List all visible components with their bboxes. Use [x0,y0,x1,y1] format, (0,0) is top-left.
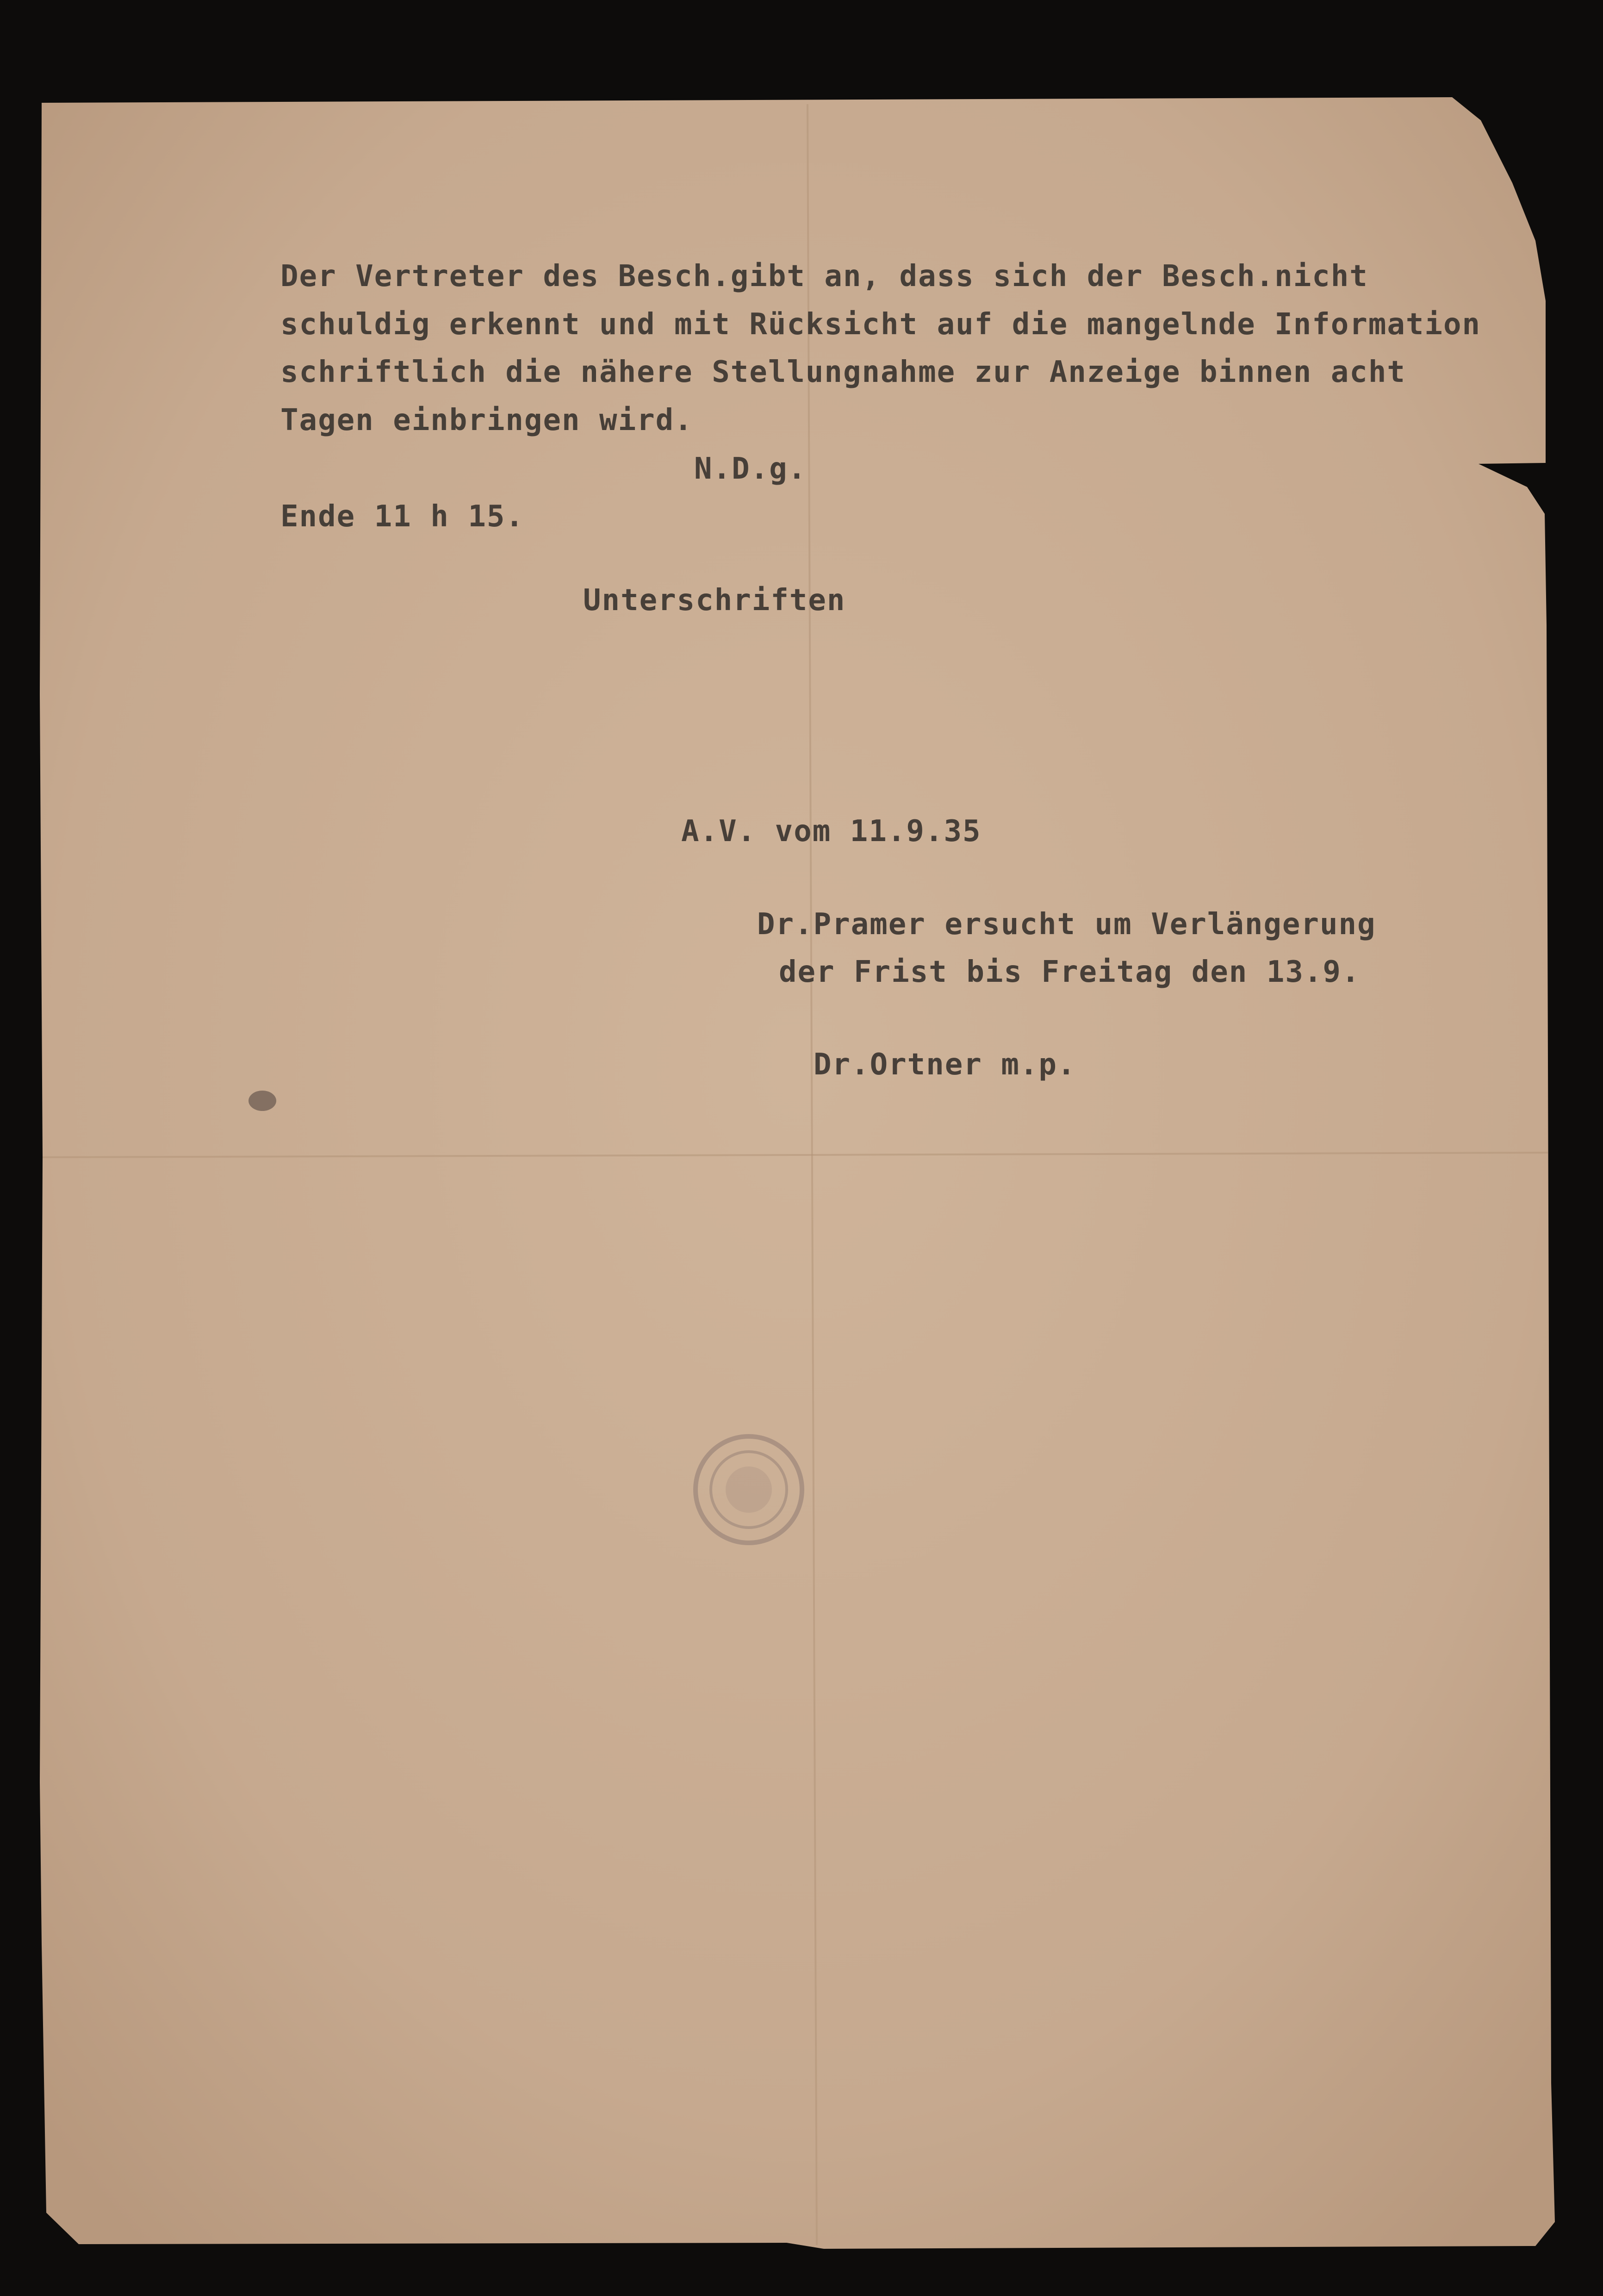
end-time: Ende 11 h 15. [280,499,524,534]
av-date-line: A.V. vom 11.9.35 [681,814,982,849]
paragraph-line-4: Tagen einbringen wird. [280,403,693,437]
signatures-label: Unterschriften [583,583,846,618]
request-line-1: Dr.Pramer ersucht um Verlängerung [757,907,1376,942]
circular-seal-icon [689,1429,809,1550]
paragraph-line-3: schriftlich die nähere Stellungnahme zur Anzeige binnen acht [280,355,1406,389]
signature-line: Dr.Ortner m.p. [814,1048,1076,1082]
request-line-2: der Frist bis Freitag den 13.9. [779,955,1361,989]
ndg-note: N.D.g. [694,452,807,486]
paragraph-line-1: Der Vertreter des Besch.gibt an, dass sich der Besch.nicht [280,259,1368,293]
ink-smudge-icon [246,1087,279,1115]
paragraph-line-2: schuldig erkennt und mit Rücksicht auf die mangelnde Information [280,307,1481,342]
